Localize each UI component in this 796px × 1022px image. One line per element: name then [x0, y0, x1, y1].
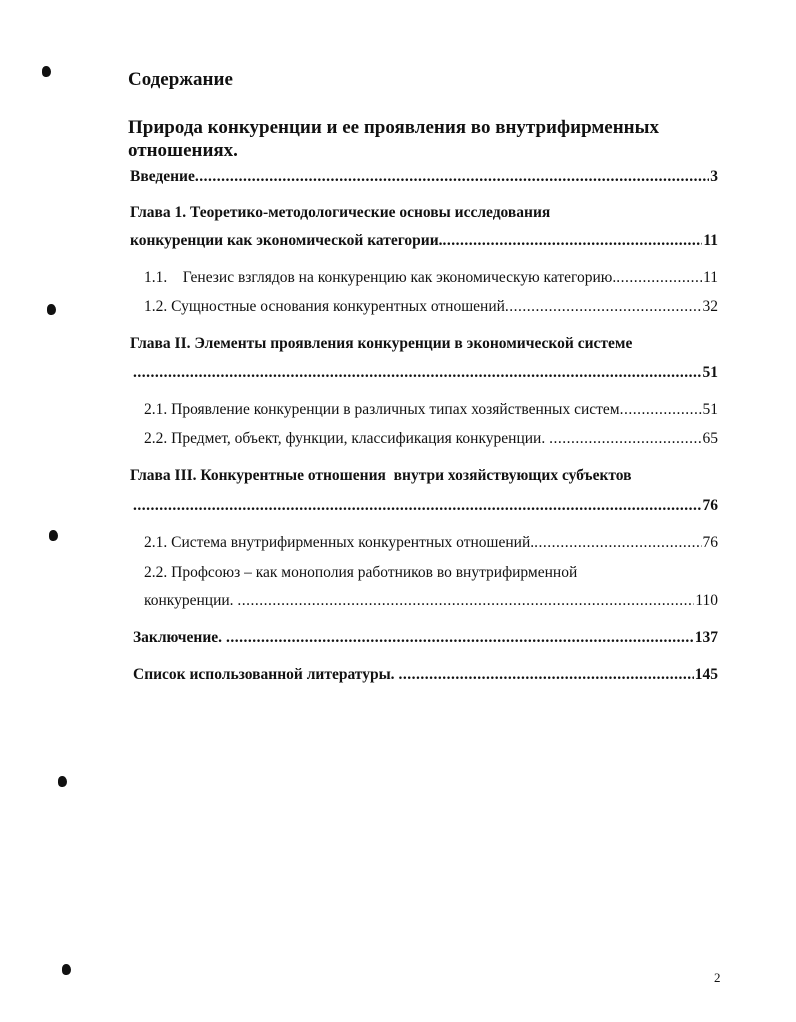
section-3-2-title: 2.2. Профсоюз – как монополия работников во внутрифирменной	[144, 564, 578, 581]
dot-leader	[443, 232, 703, 250]
toc-page-number: 137	[694, 629, 718, 646]
toc-entry-label: конкуренции.	[144, 592, 238, 609]
toc-heading: Содержание	[128, 69, 233, 90]
document-title: Природа конкуренции и ее проявления во внутрифирменных отношениях.	[128, 117, 659, 161]
toc-page-number: 3	[710, 168, 718, 185]
toc-entry-label: 2.1. Система внутрифирменных конкурентных отношений.	[144, 534, 535, 551]
toc-entry-label: 2.2. Предмет, объект, функции, классификация конкуренции.	[144, 430, 550, 447]
toc-entry-section-2-1[interactable]	[144, 401, 718, 419]
dot-leader	[237, 592, 694, 610]
chapter-1-title: Глава 1. Теоретико-методологические основы исследования	[130, 204, 551, 221]
dot-leader	[226, 629, 694, 647]
dot-leader	[549, 430, 701, 448]
toc-page-number: 110	[695, 592, 718, 609]
toc-entry-section-1-1[interactable]	[144, 269, 718, 287]
page-number: 2	[714, 970, 721, 985]
toc-page-number: 51	[702, 401, 718, 418]
punch-hole-mark	[62, 964, 71, 975]
toc-entry-conclusion[interactable]	[133, 629, 718, 647]
dot-leader	[616, 269, 702, 287]
punch-hole-mark	[42, 66, 51, 77]
dot-leader	[534, 534, 701, 552]
dot-leader	[195, 168, 709, 186]
toc-entry-label: 2.1. Проявление конкуренции в различных типах хозяйственных систем	[144, 401, 620, 418]
toc-page-number: 51	[702, 364, 718, 381]
toc-entry-chapter-1[interactable]	[130, 232, 718, 250]
dot-leader	[133, 364, 702, 382]
toc-entry-chapter-2[interactable]	[133, 364, 718, 382]
toc-entry-section-2-2[interactable]	[144, 430, 718, 448]
toc-page-number: 32	[702, 298, 718, 315]
toc-page-number: 65	[702, 430, 718, 447]
punch-hole-mark	[58, 776, 67, 787]
toc-entry-introduction[interactable]	[130, 168, 718, 186]
toc-page-number: 145	[694, 666, 718, 683]
toc-entry-label: Введение	[130, 168, 195, 185]
toc-entry-label: 1.1. Генезис взглядов на конкуренцию как экономическую категорию.	[144, 269, 617, 286]
toc-page-number: 11	[703, 269, 718, 286]
toc-entry-section-3-2[interactable]	[144, 592, 718, 610]
toc-entry-references[interactable]	[133, 666, 718, 684]
toc-entry-section-1-2[interactable]	[144, 298, 718, 316]
punch-hole-mark	[49, 530, 58, 541]
chapter-2-title: Глава II. Элементы проявления конкуренции в экономической системе	[130, 335, 633, 352]
punch-hole-mark	[47, 304, 56, 315]
toc-entry-chapter-3[interactable]	[133, 497, 718, 515]
toc-entry-label: конкуренции как экономической категории.	[130, 232, 443, 249]
toc-page-number: 76	[702, 534, 718, 551]
toc-page-number: 11	[703, 232, 718, 249]
chapter-3-title: Глава III. Конкурентные отношения внутри хозяйствующих субъектов	[130, 467, 632, 484]
dot-leader	[133, 497, 702, 515]
dot-leader	[398, 666, 693, 684]
toc-entry-label: Список использованной литературы.	[133, 666, 399, 683]
toc-page-number: 76	[702, 497, 718, 514]
toc-entry-section-3-1[interactable]	[144, 534, 718, 552]
toc-entry-label: 1.2. Сущностные основания конкурентных отношений	[144, 298, 505, 315]
toc-entry-label: Заключение.	[133, 629, 226, 646]
dot-leader	[620, 401, 702, 419]
dot-leader	[505, 298, 702, 316]
